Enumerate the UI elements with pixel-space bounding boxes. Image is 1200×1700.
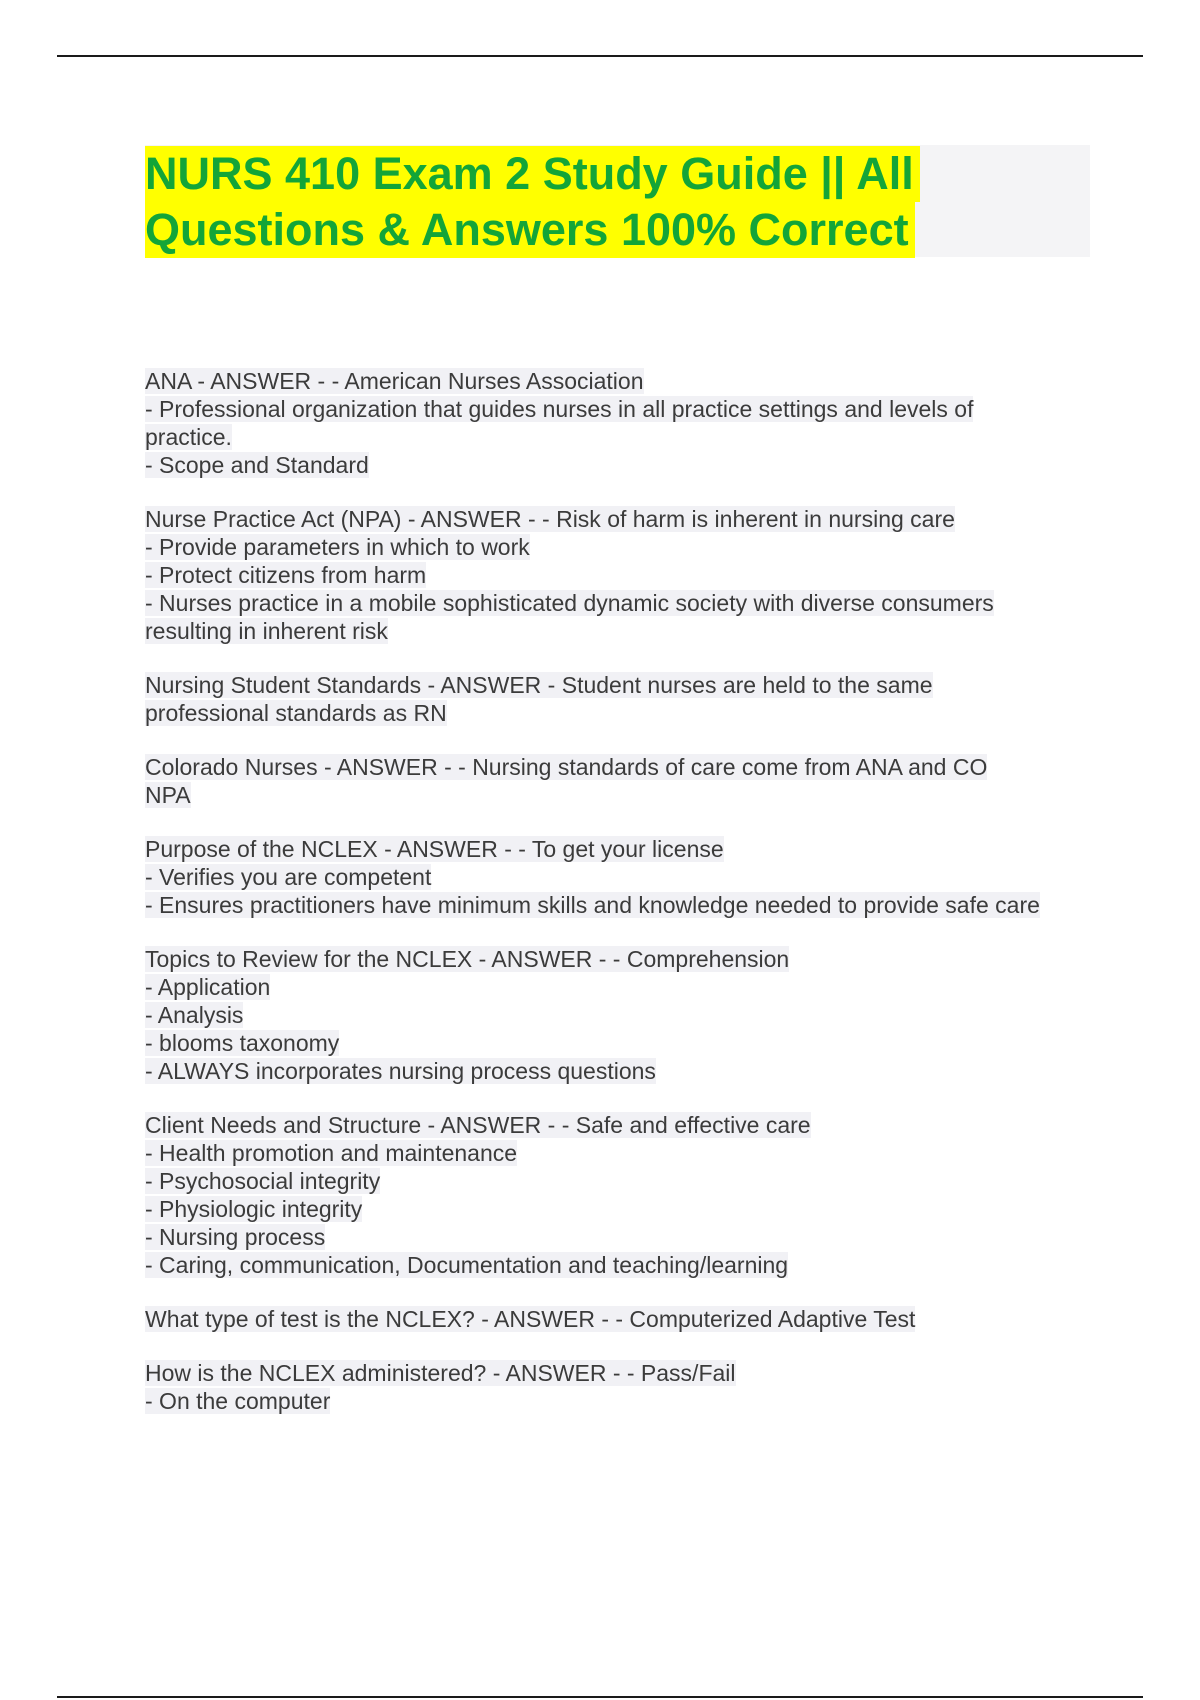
entry-line: - Ensures practitioners have minimum skills and knowledge needed to provide safe care <box>145 892 1040 918</box>
entry-line: - Professional organization that guides nurses in all practice settings and levels of <box>145 396 974 422</box>
document-title-line-2: Questions & Answers 100% Correct <box>145 202 915 258</box>
entry-line: - Physiologic integrity <box>145 1196 363 1222</box>
entry-line: ANA - ANSWER - - American Nurses Association <box>145 368 644 394</box>
qa-entry-student-standards <box>145 671 1105 727</box>
entry-line: resulting in inherent risk <box>145 618 388 644</box>
entry-line: - Health promotion and maintenance <box>145 1140 518 1166</box>
page-bottom-rule <box>57 1696 1143 1698</box>
qa-entry-client-needs <box>145 1111 1105 1279</box>
entry-line: - Application <box>145 974 271 1000</box>
page-top-rule <box>57 55 1143 57</box>
entry-line: - blooms taxonomy <box>145 1030 340 1056</box>
qa-entry-npa <box>145 505 1105 645</box>
entry-line: Topics to Review for the NCLEX - ANSWER - - Comprehension <box>145 946 790 972</box>
entry-line: - Nursing process <box>145 1224 326 1250</box>
entry-line: What type of test is the NCLEX? - ANSWER - - Computerized Adaptive Test <box>145 1306 916 1332</box>
entry-line: Purpose of the NCLEX - ANSWER - - To get your license <box>145 836 724 862</box>
entry-line: - Protect citizens from harm <box>145 562 427 588</box>
qa-entry-nclex-administration <box>145 1359 1105 1415</box>
entry-line: Nurse Practice Act (NPA) - ANSWER - - Risk of harm is inherent in nursing care <box>145 506 955 532</box>
qa-entry-nclex-purpose <box>145 835 1105 919</box>
document-title-line-1: NURS 410 Exam 2 Study Guide || All <box>145 146 920 202</box>
entry-line: - Provide parameters in which to work <box>145 534 530 560</box>
entry-line: practice. <box>145 424 232 450</box>
entry-line: - Analysis <box>145 1002 244 1028</box>
qa-entry-colorado-nurses <box>145 753 1105 809</box>
qa-entry-ana <box>145 367 1105 479</box>
entry-line: Nursing Student Standards - ANSWER - Student nurses are held to the same <box>145 672 933 698</box>
entry-line: - On the computer <box>145 1388 331 1414</box>
entry-line: Colorado Nurses - ANSWER - - Nursing standards of care come from ANA and CO <box>145 754 988 780</box>
qa-entry-nclex-topics <box>145 945 1105 1085</box>
entry-line: - Caring, communication, Documentation and teaching/learning <box>145 1252 789 1278</box>
entry-line: professional standards as RN <box>145 700 447 726</box>
entry-line: - Nurses practice in a mobile sophisticated dynamic society with diverse consumers <box>145 590 994 616</box>
entry-line: - Verifies you are competent <box>145 864 432 890</box>
entry-line: - ALWAYS incorporates nursing process questions <box>145 1058 656 1084</box>
entry-line: Client Needs and Structure - ANSWER - - Safe and effective care <box>145 1112 811 1138</box>
entry-line: - Scope and Standard <box>145 452 369 478</box>
qa-list <box>145 367 1105 1441</box>
qa-entry-nclex-test-type <box>145 1305 1105 1333</box>
entry-line: How is the NCLEX administered? - ANSWER - - Pass/Fail <box>145 1360 736 1386</box>
entry-line: - Psychosocial integrity <box>145 1168 381 1194</box>
entry-line: NPA <box>145 782 191 808</box>
